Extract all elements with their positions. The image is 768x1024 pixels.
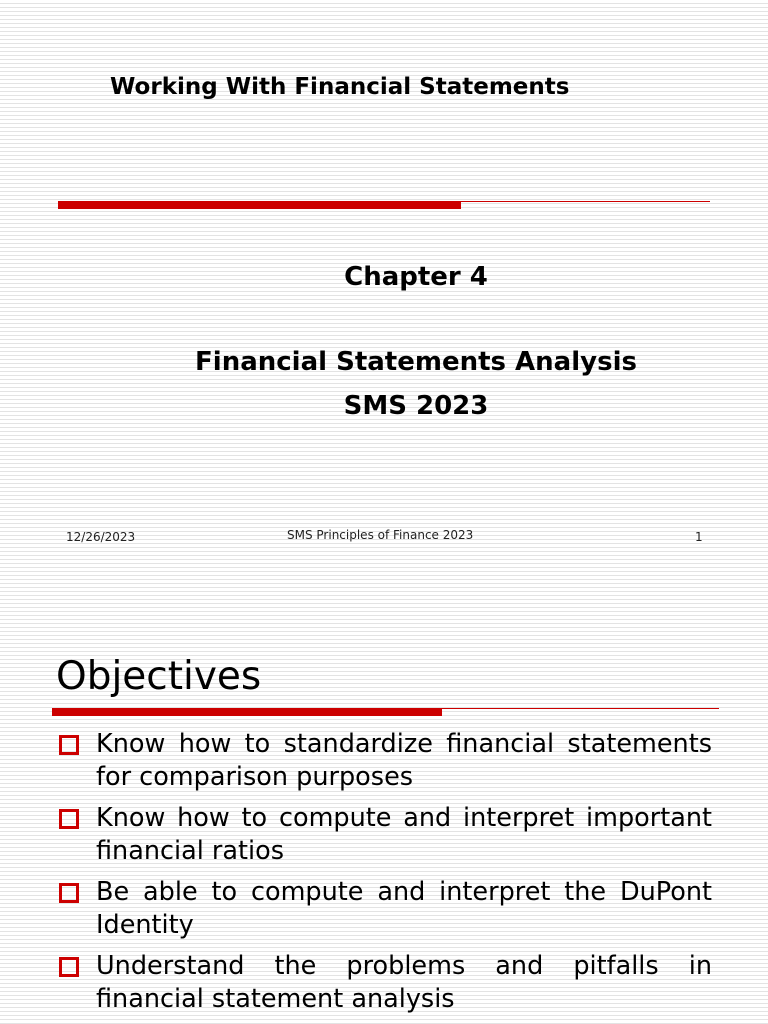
footer-course: SMS Principles of Finance 2023 bbox=[287, 528, 474, 542]
hollow-square-bullet-icon bbox=[59, 957, 79, 977]
heading-divider-thick bbox=[58, 201, 461, 209]
list-item bbox=[56, 950, 712, 1016]
objectives-title: Objectives bbox=[56, 654, 262, 699]
slide-subtitle: Financial Statements Analysis bbox=[195, 347, 637, 377]
hollow-square-bullet-icon bbox=[59, 735, 79, 755]
bullet-text: Know how to compute and interpret important financial ratios bbox=[96, 803, 712, 866]
course-code: SMS 2023 bbox=[343, 391, 489, 421]
list-item bbox=[56, 728, 712, 794]
slide-heading: Working With Financial Statements bbox=[110, 74, 570, 100]
objectives-divider-thick bbox=[52, 708, 442, 716]
footer-date: 12/26/2023 bbox=[66, 530, 136, 544]
hollow-square-bullet-icon bbox=[59, 883, 79, 903]
bullet-text: Understand the problems and pitfalls in financial statement analysis bbox=[96, 951, 712, 1014]
chapter-label: Chapter 4 bbox=[344, 262, 488, 292]
bullet-text: Be able to compute and interpret the DuPont Identity bbox=[96, 877, 712, 940]
hollow-square-bullet-icon bbox=[59, 809, 79, 829]
objectives-list bbox=[56, 728, 712, 1024]
list-item bbox=[56, 876, 712, 942]
footer-page-number: 1 bbox=[695, 530, 703, 544]
bullet-text: Know how to standardize financial statements for comparison purposes bbox=[96, 729, 712, 792]
list-item bbox=[56, 802, 712, 868]
objectives-slide bbox=[0, 600, 768, 1024]
